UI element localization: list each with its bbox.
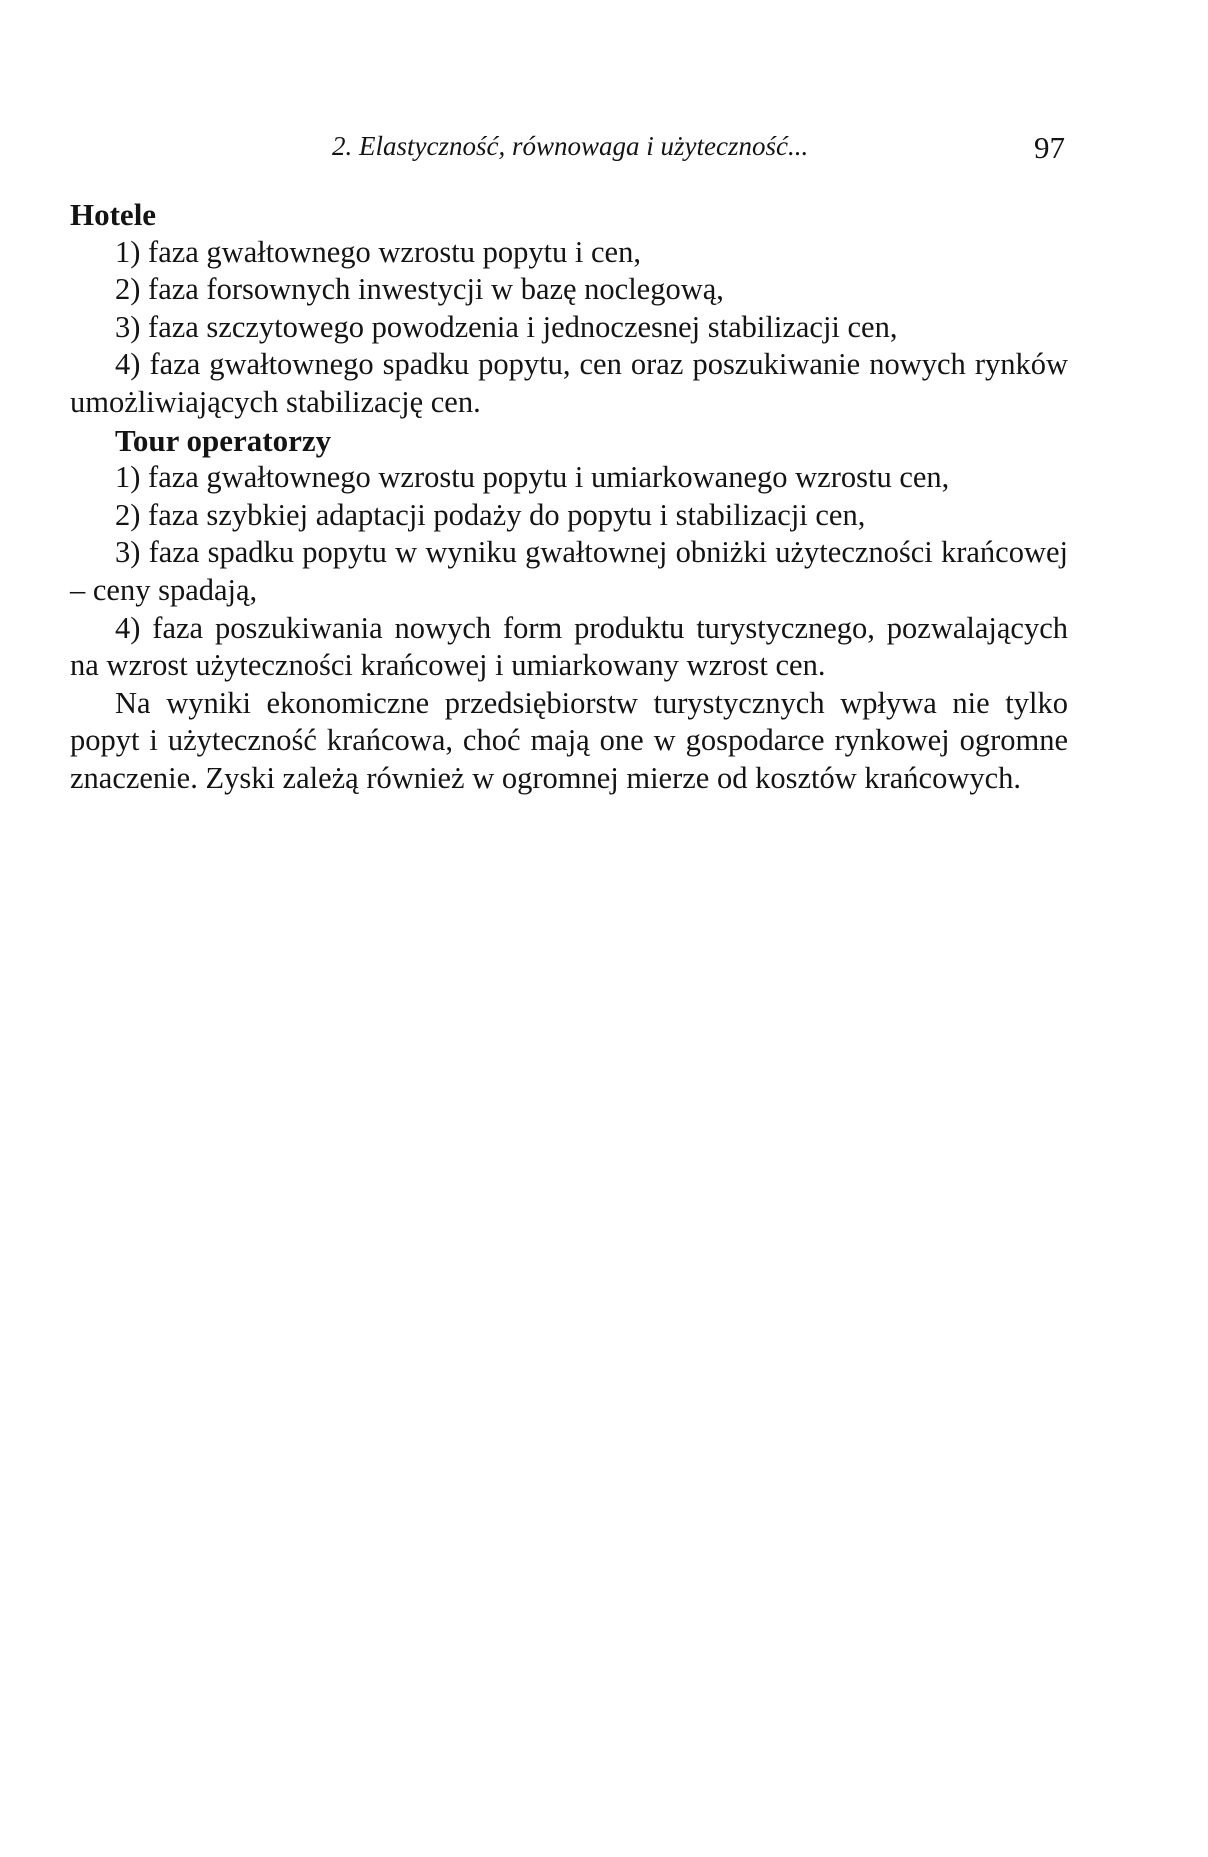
- body-text: [70, 196, 1068, 798]
- running-head: [0, 126, 1208, 166]
- list-item: 1) faza gwałtownego wzrostu popytu i cen,: [115, 234, 641, 269]
- list-item: 3) faza szczytowego powodzenia i jednoczesnej stabilizacji cen,: [115, 309, 898, 344]
- list-item: 4) faza poszukiwania nowych form produktu turystycznego, pozwalających na wzrost użyteczności krańcowej i umiarkowany wzrost cen.: [70, 610, 1068, 683]
- list-item: 1) faza gwałtownego wzrostu popytu i umiarkowanego wzrostu cen,: [115, 460, 950, 495]
- closing-paragraph: Na wyniki ekonomiczne przedsiębiorstw turystycznych wpływa nie tylko popyt i użyteczność krańcowa, choć mają one w gospodarce rynkowej ogromne znaczenie. Zyski zależą również w ogromnej mierze od kosztów krańcowych.: [70, 685, 1068, 795]
- list-item: 2) faza szybkiej adaptacji podaży do popytu i stabilizacji cen,: [115, 497, 866, 532]
- list-item: 2) faza forsownych inwestycji w bazę noclegową,: [115, 272, 724, 307]
- page-number: 97: [1034, 130, 1065, 165]
- section-heading-hotele: Hotele: [70, 197, 157, 232]
- running-title: 2. Elastyczność, równowaga i użyteczność...: [332, 131, 809, 161]
- section-heading-tour-operatorzy: Tour operatorzy: [115, 422, 332, 458]
- list-item: 4) faza gwałtownego spadku popytu, cen oraz poszukiwanie nowych rynków umożliwiających stabilizację cen.: [70, 347, 1068, 419]
- list-item: 3) faza spadku popytu w wyniku gwałtownej obniżki użyteczności krańcowej – ceny spadają,: [70, 535, 1068, 607]
